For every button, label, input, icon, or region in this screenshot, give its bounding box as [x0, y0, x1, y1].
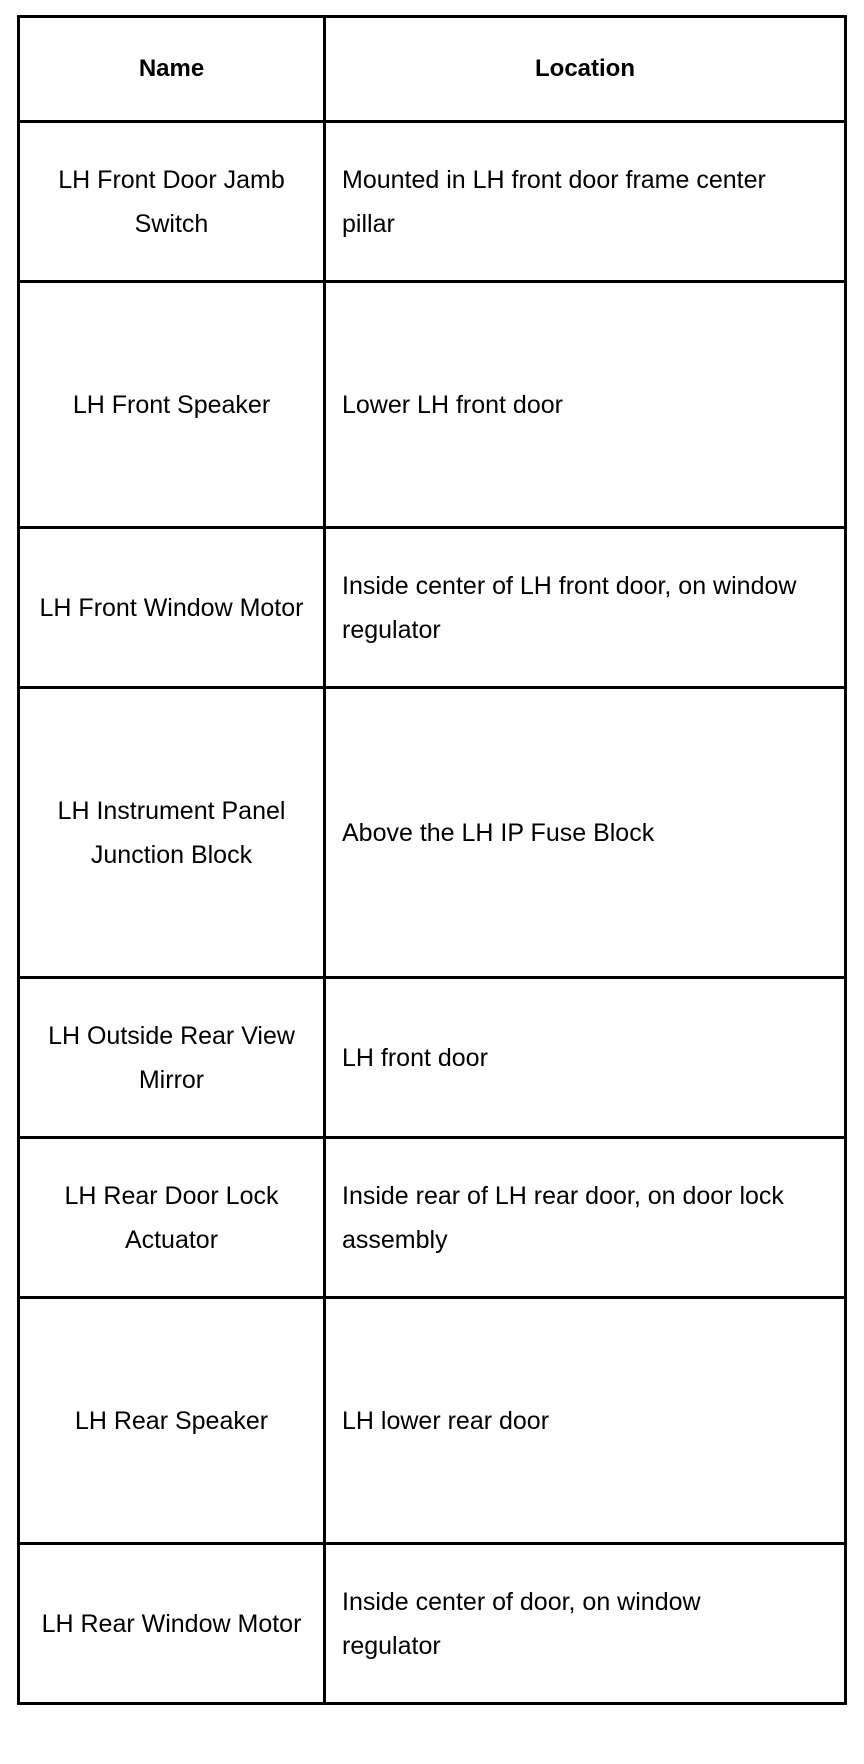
- component-location-cell: Inside center of door, on window regulator: [325, 1544, 846, 1704]
- component-location-cell: Inside center of LH front door, on window regulator: [325, 528, 846, 688]
- table-row: [19, 528, 846, 688]
- component-name-cell: LH Instrument Panel Junction Block: [19, 688, 325, 978]
- component-name-cell: LH Rear Window Motor: [19, 1544, 325, 1704]
- table-row: [19, 688, 846, 978]
- component-location-cell: Lower LH front door: [325, 282, 846, 528]
- component-name-cell: LH Rear Door Lock Actuator: [19, 1138, 325, 1298]
- table-row: [19, 1544, 846, 1704]
- name-column-header: Name: [19, 17, 325, 122]
- component-name-cell: LH Rear Speaker: [19, 1298, 325, 1544]
- table-row: [19, 282, 846, 528]
- location-column-header: Location: [325, 17, 846, 122]
- table-header-row: [19, 17, 846, 122]
- component-name-cell: LH Front Door Jamb Switch: [19, 122, 325, 282]
- table-row: [19, 1298, 846, 1544]
- component-name-cell: LH Front Window Motor: [19, 528, 325, 688]
- table-row: [19, 978, 846, 1138]
- component-location-cell: LH front door: [325, 978, 846, 1138]
- component-location-cell: LH lower rear door: [325, 1298, 846, 1544]
- component-location-cell: Inside rear of LH rear door, on door lock assembly: [325, 1138, 846, 1298]
- table-row: [19, 1138, 846, 1298]
- component-location-table: [17, 15, 847, 1705]
- component-location-cell: Above the LH IP Fuse Block: [325, 688, 846, 978]
- component-name-cell: LH Front Speaker: [19, 282, 325, 528]
- table-row: [19, 122, 846, 282]
- component-location-cell: Mounted in LH front door frame center pillar: [325, 122, 846, 282]
- component-name-cell: LH Outside Rear View Mirror: [19, 978, 325, 1138]
